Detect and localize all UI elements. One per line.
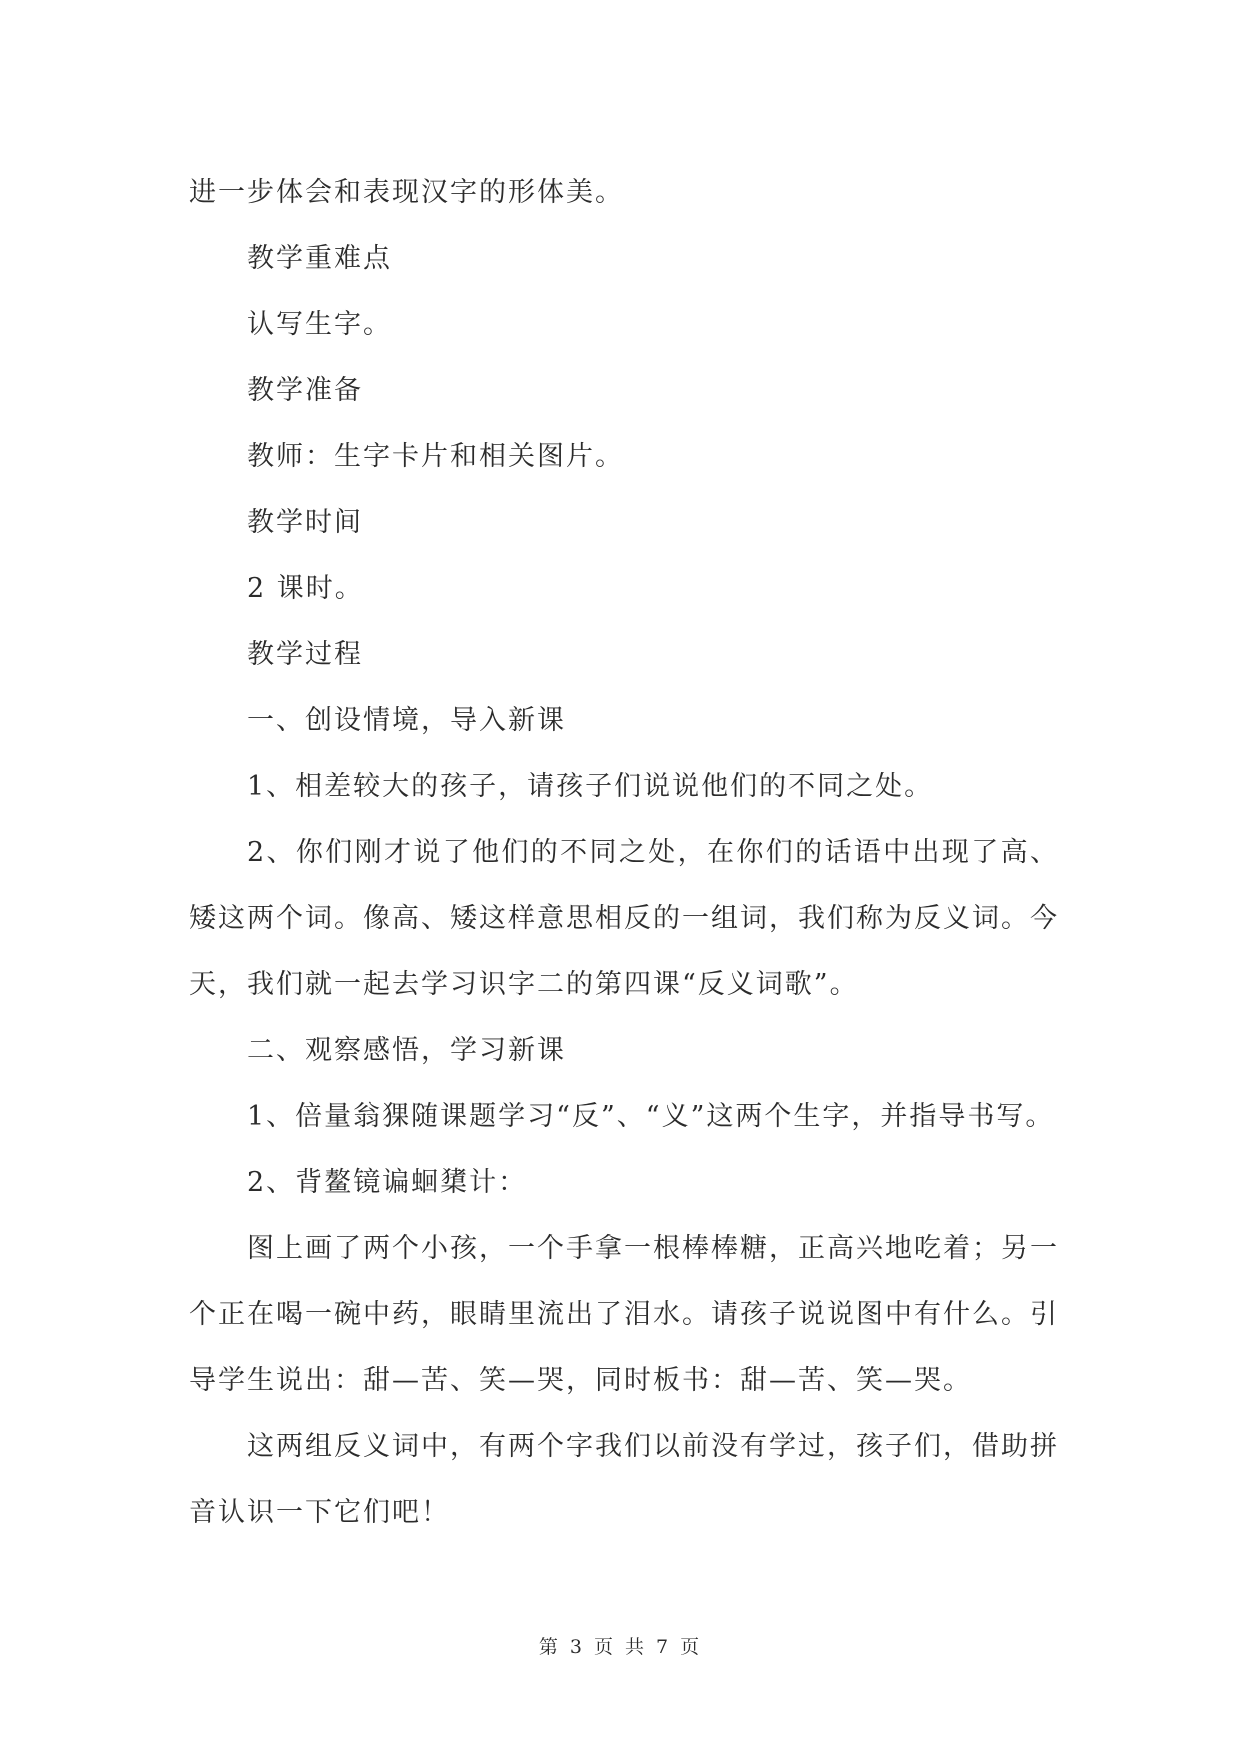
paragraph: 1、倍量翁猓随课题学习“反”、“义”这两个生字，并指导书写。 (247, 1101, 1055, 1132)
section-heading: 教学重难点 (247, 243, 392, 274)
section-heading: 教学准备 (247, 375, 363, 406)
paragraph: 这两组反义词中，有两个字我们以前没有学过，孩子们，借助拼音认识一下它们吧！ (189, 1431, 1059, 1528)
section-heading: 教学时间 (247, 507, 363, 538)
subsection-heading: 二、观察感悟，学习新课 (247, 1035, 566, 1066)
paragraph: 1、相差较大的孩子，请孩子们说说他们的不同之处。 (247, 771, 934, 802)
document-body (189, 160, 1059, 1546)
paragraph: 进一步体会和表现汉字的形体美。 (189, 177, 624, 208)
paragraph: 2、背鳌镜谝蛔橥计： (247, 1167, 528, 1198)
paragraph: 2 课时。 (247, 573, 364, 604)
paragraph: 2、你们刚才说了他们的不同之处，在你们的话语中出现了高、矮这两个词。像高、矮这样意思相反的一组词，我们称为反义词。今天，我们就一起去学习识字二的第四课“反义词歌”。 (189, 837, 1059, 1000)
section-heading: 教学过程 (247, 639, 363, 670)
subsection-heading: 一、创设情境，导入新课 (247, 705, 566, 736)
paragraph: 认写生字。 (247, 309, 392, 340)
paragraph: 教师：生字卡片和相关图片。 (247, 441, 624, 472)
page-number-footer: 第 3 页 共 7 页 (538, 1636, 703, 1658)
paragraph: 图上画了两个小孩，一个手拿一根棒棒糖，正高兴地吃着；另一个正在喝一碗中药，眼睛里流出了泪水。请孩子说说图中有什么。引导学生说出：甜—苦、笑—哭，同时板书：甜—苦、笑—哭。 (189, 1233, 1059, 1396)
